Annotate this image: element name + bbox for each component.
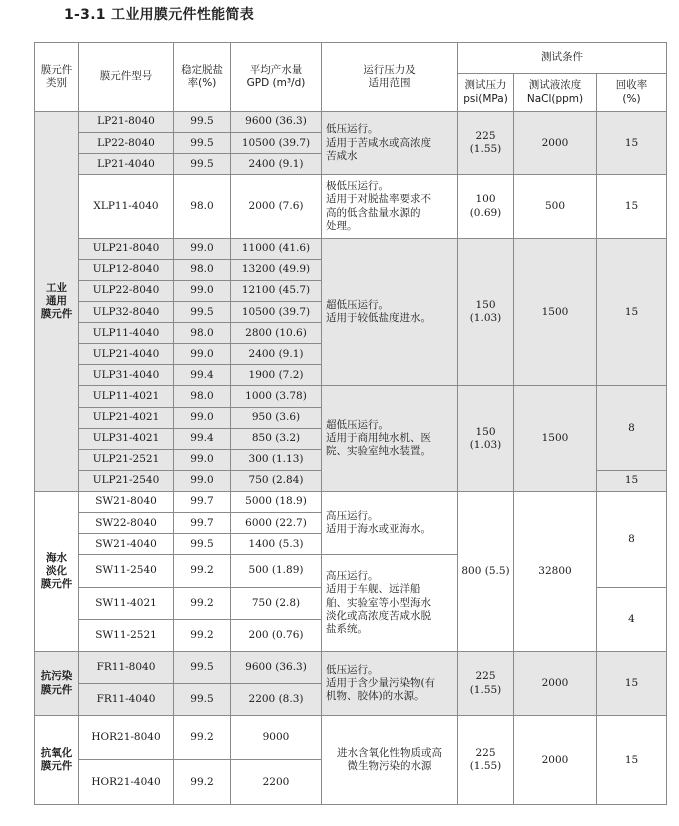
test-concentration-cell: 2000 bbox=[514, 112, 597, 175]
flow-cell: 1400 (5.3) bbox=[231, 534, 322, 555]
test-pressure-cell: 100 (0.69) bbox=[458, 175, 514, 238]
model-cell: SW21-8040 bbox=[79, 492, 174, 513]
rejection-cell: 99.5 bbox=[174, 112, 231, 133]
table-row bbox=[35, 175, 667, 238]
flow-cell: 2800 (10.6) bbox=[231, 323, 322, 344]
flow-cell: 12100 (45.7) bbox=[231, 280, 322, 301]
rejection-cell: 98.0 bbox=[174, 259, 231, 280]
flow-cell: 950 (3.6) bbox=[231, 407, 322, 428]
test-concentration-cell: 2000 bbox=[514, 716, 597, 805]
range-description: 高压运行。 适用于海水或亚海水。 bbox=[322, 492, 458, 555]
model-cell: HOR21-4040 bbox=[79, 760, 174, 805]
rejection-cell: 99.2 bbox=[174, 760, 231, 805]
rejection-cell: 99.7 bbox=[174, 513, 231, 534]
model-cell: LP21-4040 bbox=[79, 154, 174, 175]
flow-cell: 11000 (41.6) bbox=[231, 238, 322, 259]
rejection-cell: 99.5 bbox=[174, 534, 231, 555]
flow-cell: 2400 (9.1) bbox=[231, 154, 322, 175]
flow-cell: 750 (2.84) bbox=[231, 470, 322, 491]
category-seawater: 海水 淡化 膜元件 bbox=[35, 492, 79, 652]
rejection-cell: 99.2 bbox=[174, 555, 231, 587]
model-cell: ULP12-8040 bbox=[79, 259, 174, 280]
rejection-cell: 99.0 bbox=[174, 238, 231, 259]
recovery-cell: 15 bbox=[597, 651, 667, 715]
table-row bbox=[35, 651, 667, 683]
flow-cell: 6000 (22.7) bbox=[231, 513, 322, 534]
model-cell: SW21-4040 bbox=[79, 534, 174, 555]
table-row bbox=[35, 112, 667, 133]
table-row bbox=[35, 492, 667, 513]
model-cell: ULP21-4040 bbox=[79, 344, 174, 365]
test-concentration-cell: 1500 bbox=[514, 386, 597, 492]
recovery-cell: 8 bbox=[597, 492, 667, 588]
rejection-cell: 98.0 bbox=[174, 323, 231, 344]
header-flow: 平均产水量 GPD (m³/d) bbox=[231, 43, 322, 112]
rejection-cell: 99.5 bbox=[174, 684, 231, 716]
header-pressure-range: 运行压力及 适用范围 bbox=[322, 43, 458, 112]
model-cell: LP22-8040 bbox=[79, 133, 174, 154]
recovery-cell: 15 bbox=[597, 112, 667, 175]
header-recovery: 回收率 (%) bbox=[597, 74, 667, 112]
flow-cell: 850 (3.2) bbox=[231, 428, 322, 449]
model-cell: HOR21-8040 bbox=[79, 716, 174, 760]
flow-cell: 750 (2.8) bbox=[231, 587, 322, 619]
flow-cell: 10500 (39.7) bbox=[231, 133, 322, 154]
model-cell: SW11-4021 bbox=[79, 587, 174, 619]
model-cell: SW11-2540 bbox=[79, 555, 174, 587]
range-description: 高压运行。 适用于车舰、远洋船 舶、实验室等小型海水 淡化或高浓度苦咸水脱 盐系统。 bbox=[322, 555, 458, 652]
model-cell: ULP31-4040 bbox=[79, 365, 174, 386]
flow-cell: 10500 (39.7) bbox=[231, 302, 322, 323]
flow-cell: 9000 bbox=[231, 716, 322, 760]
category-antioxidation: 抗氧化 膜元件 bbox=[35, 716, 79, 805]
flow-cell: 2200 (8.3) bbox=[231, 684, 322, 716]
category-antifouling: 抗污染 膜元件 bbox=[35, 651, 79, 715]
model-cell: ULP21-8040 bbox=[79, 238, 174, 259]
flow-cell: 13200 (49.9) bbox=[231, 259, 322, 280]
model-cell: ULP32-8040 bbox=[79, 302, 174, 323]
flow-cell: 1000 (3.78) bbox=[231, 386, 322, 407]
category-industrial: 工业 通用 膜元件 bbox=[35, 112, 79, 492]
rejection-cell: 99.5 bbox=[174, 133, 231, 154]
rejection-cell: 99.0 bbox=[174, 470, 231, 491]
flow-cell: 5000 (18.9) bbox=[231, 492, 322, 513]
recovery-cell: 15 bbox=[597, 470, 667, 491]
header-model: 膜元件型号 bbox=[79, 43, 174, 112]
rejection-cell: 99.2 bbox=[174, 716, 231, 760]
table-row bbox=[35, 238, 667, 259]
recovery-cell: 15 bbox=[597, 175, 667, 238]
rejection-cell: 99.0 bbox=[174, 407, 231, 428]
header-category: 膜元件 类别 bbox=[35, 43, 79, 112]
model-cell: ULP22-8040 bbox=[79, 280, 174, 301]
membrane-performance-table bbox=[34, 42, 667, 805]
flow-cell: 2000 (7.6) bbox=[231, 175, 322, 238]
model-cell: FR11-4040 bbox=[79, 684, 174, 716]
range-description: 低压运行。 适用于苦咸水或高浓度 苦咸水 bbox=[322, 112, 458, 175]
test-pressure-cell: 225 (1.55) bbox=[458, 651, 514, 715]
table-row bbox=[35, 386, 667, 407]
rejection-cell: 99.5 bbox=[174, 651, 231, 683]
model-cell: ULP21-2540 bbox=[79, 470, 174, 491]
rejection-cell: 99.4 bbox=[174, 428, 231, 449]
rejection-cell: 98.0 bbox=[174, 175, 231, 238]
model-cell: LP21-8040 bbox=[79, 112, 174, 133]
recovery-cell: 15 bbox=[597, 716, 667, 805]
rejection-cell: 99.7 bbox=[174, 492, 231, 513]
rejection-cell: 99.0 bbox=[174, 344, 231, 365]
recovery-cell: 15 bbox=[597, 238, 667, 386]
recovery-cell: 8 bbox=[597, 386, 667, 470]
test-concentration-cell: 2000 bbox=[514, 651, 597, 715]
range-description: 超低压运行。 适用于较低盐度进水。 bbox=[322, 238, 458, 386]
header-test-conditions: 测试条件 bbox=[458, 43, 667, 74]
rejection-cell: 99.0 bbox=[174, 280, 231, 301]
rejection-cell: 98.0 bbox=[174, 386, 231, 407]
header-test-pressure: 测试压力 psi(MPa) bbox=[458, 74, 514, 112]
model-cell: ULP21-2521 bbox=[79, 449, 174, 470]
test-pressure-cell: 800 (5.5) bbox=[458, 492, 514, 652]
table-row bbox=[35, 716, 667, 760]
rejection-cell: 99.4 bbox=[174, 365, 231, 386]
test-pressure-cell: 225 (1.55) bbox=[458, 112, 514, 175]
header-rejection: 稳定脱盐 率(%) bbox=[174, 43, 231, 112]
model-cell: FR11-8040 bbox=[79, 651, 174, 683]
model-cell: SW22-8040 bbox=[79, 513, 174, 534]
flow-cell: 1900 (7.2) bbox=[231, 365, 322, 386]
flow-cell: 200 (0.76) bbox=[231, 619, 322, 651]
flow-cell: 300 (1.13) bbox=[231, 449, 322, 470]
range-description: 极低压运行。 适用于对脱盐率要求不 高的低含盐量水源的 处理。 bbox=[322, 175, 458, 238]
flow-cell: 2400 (9.1) bbox=[231, 344, 322, 365]
model-cell: ULP21-4021 bbox=[79, 407, 174, 428]
range-description: 超低压运行。 适用于商用纯水机、医 院、实验室纯水装置。 bbox=[322, 386, 458, 492]
rejection-cell: 99.2 bbox=[174, 587, 231, 619]
page-title: 1-3.1 工业用膜元件性能简表 bbox=[64, 7, 255, 23]
test-pressure-cell: 150 (1.03) bbox=[458, 386, 514, 492]
test-pressure-cell: 225 (1.55) bbox=[458, 716, 514, 805]
test-concentration-cell: 500 bbox=[514, 175, 597, 238]
model-cell: SW11-2521 bbox=[79, 619, 174, 651]
flow-cell: 2200 bbox=[231, 760, 322, 805]
rejection-cell: 99.2 bbox=[174, 619, 231, 651]
test-pressure-cell: 150 (1.03) bbox=[458, 238, 514, 386]
model-cell: XLP11-4040 bbox=[79, 175, 174, 238]
flow-cell: 500 (1.89) bbox=[231, 555, 322, 587]
model-cell: ULP31-4021 bbox=[79, 428, 174, 449]
flow-cell: 9600 (36.3) bbox=[231, 651, 322, 683]
header-test-concentration: 测试液浓度 NaCl(ppm) bbox=[514, 74, 597, 112]
rejection-cell: 99.0 bbox=[174, 449, 231, 470]
model-cell: ULP11-4040 bbox=[79, 323, 174, 344]
test-concentration-cell: 1500 bbox=[514, 238, 597, 386]
model-cell: ULP11-4021 bbox=[79, 386, 174, 407]
rejection-cell: 99.5 bbox=[174, 154, 231, 175]
range-description: 低压运行。 适用于含少量污染物(有 机物、胶体)的水源。 bbox=[322, 651, 458, 715]
flow-cell: 9600 (36.3) bbox=[231, 112, 322, 133]
range-description: 进水含氧化性物质或高 微生物污染的水源 bbox=[322, 716, 458, 805]
rejection-cell: 99.5 bbox=[174, 302, 231, 323]
recovery-cell: 4 bbox=[597, 587, 667, 651]
test-concentration-cell: 32800 bbox=[514, 492, 597, 652]
